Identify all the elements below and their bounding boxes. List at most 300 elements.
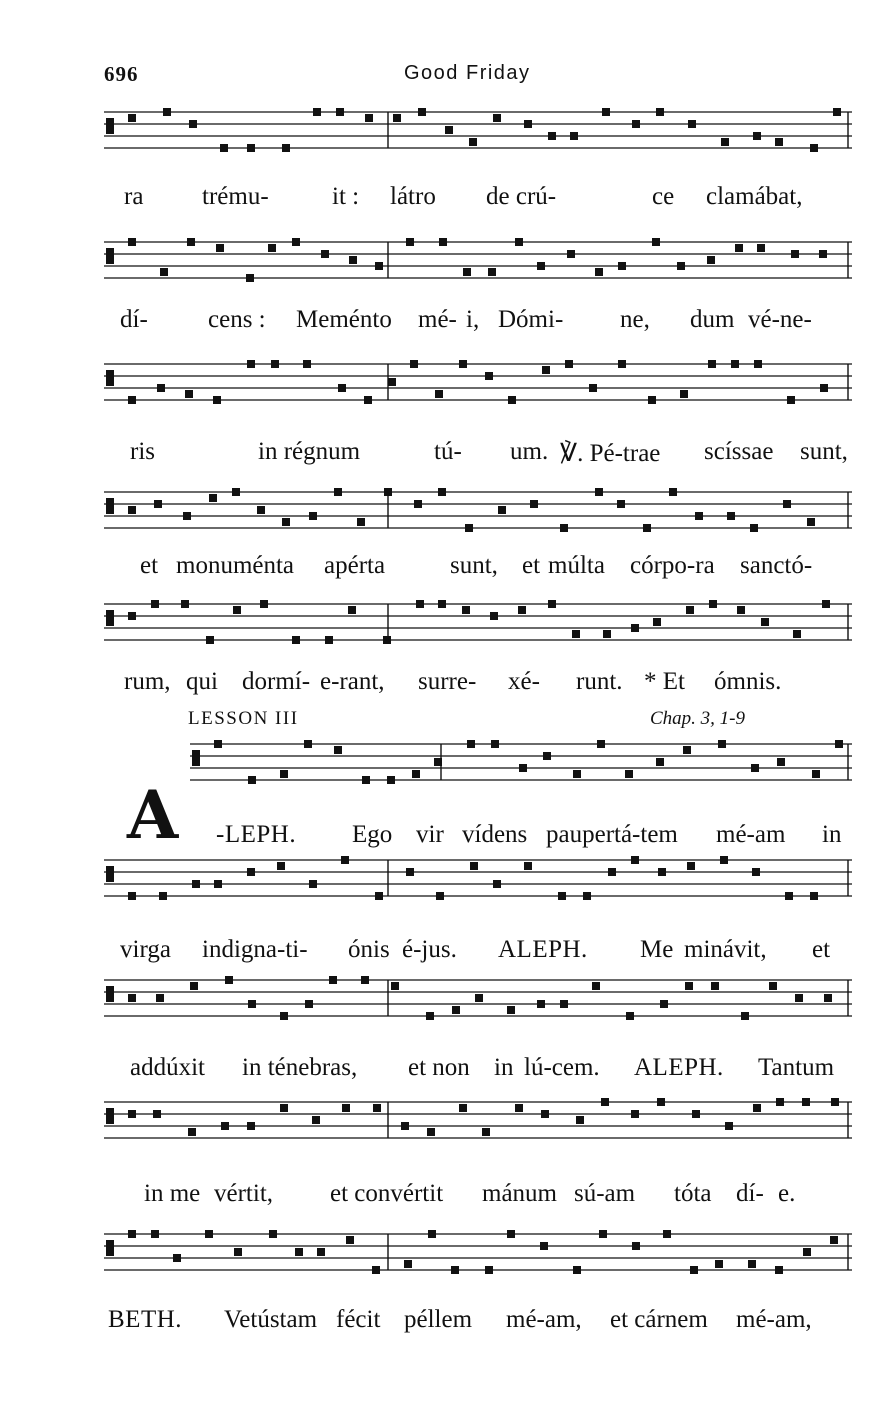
neume-note: [205, 1230, 213, 1238]
neume-note: [727, 512, 735, 520]
lyric-syllable: vé-ne-: [748, 306, 812, 333]
lyric-syllable: ℣. Pé-trae: [560, 440, 661, 467]
neume-note: [632, 120, 640, 128]
neume-note: [451, 1266, 459, 1274]
neume-note: [498, 506, 506, 514]
lyric-syllable: córpo-ra: [630, 552, 715, 579]
lyric-syllable: clamábat,: [706, 183, 803, 210]
neume-note: [632, 1242, 640, 1250]
drop-cap-initial: A: [127, 776, 179, 854]
lyric-syllable: e.: [778, 1180, 796, 1207]
lyric-syllable: e-rant,: [320, 668, 385, 695]
neume-note: [463, 268, 471, 276]
neume-note: [445, 126, 453, 134]
lyric-syllable: vir: [416, 821, 444, 848]
neume-note: [707, 256, 715, 264]
lyric-syllable: paupertá-tem: [546, 821, 678, 848]
neume-note: [438, 488, 446, 496]
lyric-syllable: ALEPH.: [634, 1054, 724, 1081]
neume-note: [589, 384, 597, 392]
neume-note: [216, 244, 224, 252]
lyric-syllable: addúxit: [130, 1054, 205, 1081]
neume-note: [225, 976, 233, 984]
neume-note: [247, 360, 255, 368]
neume-note: [631, 624, 639, 632]
neume-note: [493, 880, 501, 888]
neume-note: [753, 132, 761, 140]
neume-note: [720, 856, 728, 864]
neume-note: [387, 776, 395, 784]
neume-note: [159, 892, 167, 900]
neume-note: [160, 268, 168, 276]
neume-note: [341, 856, 349, 864]
staff-notation: [104, 976, 852, 1022]
neume-note: [338, 384, 346, 392]
lyric-syllable: mé-: [418, 306, 457, 333]
neume-note: [271, 360, 279, 368]
neume-note: [234, 1248, 242, 1256]
neume-note: [459, 360, 467, 368]
neume-note: [321, 250, 329, 258]
neume-note: [280, 1012, 288, 1020]
lyric-line: [100, 1180, 860, 1214]
neume-note: [187, 238, 195, 246]
neume-note: [558, 892, 566, 900]
neume-note: [357, 518, 365, 526]
neume-note: [748, 1260, 756, 1268]
neume-note: [404, 1260, 412, 1268]
neume-note: [128, 994, 136, 1002]
neume-note: [750, 524, 758, 532]
neume-note: [709, 600, 717, 608]
neume-note: [793, 630, 801, 638]
staff-notation: [104, 600, 852, 646]
neume-note: [715, 1260, 723, 1268]
clef-mark: [106, 986, 114, 1002]
lyric-syllable: qui: [186, 668, 218, 695]
neume-note: [372, 1266, 380, 1274]
neume-note: [560, 1000, 568, 1008]
neume-note: [631, 856, 639, 864]
lyric-syllable: -LEPH.: [216, 821, 297, 848]
lyric-syllable: surre-: [418, 668, 477, 695]
lyric-syllable: péllem: [404, 1306, 473, 1333]
neume-note: [342, 1104, 350, 1112]
neume-note: [334, 488, 342, 496]
lyric-syllable: in: [822, 821, 842, 848]
neume-note: [426, 1012, 434, 1020]
music-staff: [104, 108, 852, 154]
lyric-syllable: monuménta: [176, 552, 295, 579]
neume-note: [188, 1128, 196, 1136]
neume-note: [221, 1122, 229, 1130]
neume-note: [761, 618, 769, 626]
music-staff: [104, 1098, 852, 1144]
lyric-line: [100, 936, 860, 970]
lyric-syllable: ómnis.: [714, 668, 782, 695]
music-staff: [104, 1230, 852, 1276]
neume-note: [683, 746, 691, 754]
neume-note: [128, 612, 136, 620]
neume-note: [346, 1236, 354, 1244]
lyric-syllable: mé-am,: [736, 1306, 812, 1333]
neume-note: [718, 740, 726, 748]
lyric-syllable: tóta: [674, 1180, 712, 1207]
neume-note: [690, 1266, 698, 1274]
neume-note: [269, 1230, 277, 1238]
lyric-syllable: scíssae: [704, 438, 774, 465]
neume-note: [830, 1236, 838, 1244]
neume-note: [626, 1012, 634, 1020]
lyric-syllable: sunt,: [450, 552, 498, 579]
lyric-syllable: ra: [124, 183, 144, 210]
neume-note: [153, 1110, 161, 1118]
neume-note: [493, 114, 501, 122]
lyric-syllable: ris: [130, 438, 155, 465]
neume-note: [560, 524, 568, 532]
lyric-syllable: apérta: [324, 552, 386, 579]
neume-note: [658, 868, 666, 876]
neume-note: [565, 360, 573, 368]
lyric-syllable: ónis: [348, 936, 390, 963]
neume-note: [485, 1266, 493, 1274]
lyric-syllable: dí-: [120, 306, 148, 333]
lyric-line: [100, 552, 860, 586]
neume-note: [617, 500, 625, 508]
clef-mark: [192, 750, 200, 766]
staff-notation: [104, 360, 852, 406]
neume-note: [173, 1254, 181, 1262]
neume-note: [543, 752, 551, 760]
lyric-syllable: Meménto: [296, 306, 392, 333]
neume-note: [548, 132, 556, 140]
neume-note: [220, 144, 228, 152]
clef-mark: [106, 1108, 114, 1124]
neume-note: [776, 1098, 784, 1106]
lyric-syllable: Tantum: [758, 1054, 835, 1081]
neume-note: [467, 740, 475, 748]
lyric-line: [100, 821, 860, 855]
neume-note: [735, 244, 743, 252]
lyric-syllable: it :: [332, 183, 360, 210]
neume-note: [507, 1006, 515, 1014]
neume-note: [618, 360, 626, 368]
lyric-syllable: sú-am: [574, 1180, 636, 1207]
neume-note: [181, 600, 189, 608]
lyric-syllable: et convértit: [330, 1180, 444, 1207]
neume-note: [349, 256, 357, 264]
lyric-syllable: tú-: [434, 438, 462, 465]
staff-notation: [190, 740, 852, 786]
neume-note: [295, 1248, 303, 1256]
neume-note: [428, 1230, 436, 1238]
neume-note: [583, 892, 591, 900]
lyric-syllable: ALEPH.: [498, 936, 588, 963]
neume-note: [313, 108, 321, 116]
neume-note: [573, 770, 581, 778]
neume-note: [282, 518, 290, 526]
neume-note: [599, 1230, 607, 1238]
neume-note: [721, 138, 729, 146]
neume-note: [820, 384, 828, 392]
neume-note: [406, 868, 414, 876]
neume-note: [304, 740, 312, 748]
lyric-syllable: Vetústam: [224, 1306, 318, 1333]
neume-note: [572, 630, 580, 638]
neume-note: [791, 250, 799, 258]
neume-note: [507, 1230, 515, 1238]
neume-note: [151, 600, 159, 608]
lyric-syllable: virga: [120, 936, 171, 963]
neume-note: [401, 1122, 409, 1130]
neume-note: [416, 600, 424, 608]
neume-note: [775, 1266, 783, 1274]
neume-note: [631, 1110, 639, 1118]
neume-note: [601, 1098, 609, 1106]
neume-note: [373, 1104, 381, 1112]
neume-note: [752, 868, 760, 876]
neume-note: [807, 518, 815, 526]
clef-mark: [106, 610, 114, 626]
staff-notation: [104, 1230, 852, 1276]
neume-note: [608, 868, 616, 876]
neume-note: [810, 144, 818, 152]
neume-note: [189, 120, 197, 128]
neume-note: [280, 770, 288, 778]
lyric-syllable: et: [522, 552, 541, 579]
lyric-syllable: sunt,: [800, 438, 848, 465]
neume-note: [292, 238, 300, 246]
neume-note: [812, 770, 820, 778]
lyric-syllable: indigna-ti-: [202, 936, 308, 963]
neume-note: [435, 390, 443, 398]
lyric-line: [100, 1306, 860, 1340]
music-staff: [104, 360, 852, 406]
music-staff: [104, 238, 852, 284]
neume-note: [128, 892, 136, 900]
neume-note: [540, 1242, 548, 1250]
neume-note: [652, 238, 660, 246]
neume-note: [247, 868, 255, 876]
neume-note: [365, 114, 373, 122]
neume-note: [277, 862, 285, 870]
neume-note: [741, 1012, 749, 1020]
neume-note: [157, 384, 165, 392]
neume-note: [361, 976, 369, 984]
neume-note: [692, 1110, 700, 1118]
neume-note: [485, 372, 493, 380]
neume-note: [364, 396, 372, 404]
lyric-syllable: dormí-: [242, 668, 311, 695]
neume-note: [802, 1098, 810, 1106]
lyric-syllable: lú-cem.: [524, 1054, 600, 1081]
neume-note: [410, 360, 418, 368]
lyric-syllable: sanctó-: [740, 552, 813, 579]
neume-note: [312, 1116, 320, 1124]
neume-note: [567, 250, 575, 258]
lyric-line: [100, 668, 860, 702]
neume-note: [375, 892, 383, 900]
lyric-syllable: múlta: [548, 552, 605, 579]
neume-note: [603, 630, 611, 638]
lyric-syllable: é-jus.: [402, 936, 457, 963]
neume-note: [677, 262, 685, 270]
neume-note: [515, 1104, 523, 1112]
neume-note: [246, 274, 254, 282]
neume-note: [576, 1116, 584, 1124]
neume-note: [769, 982, 777, 990]
neume-note: [154, 500, 162, 508]
staff-notation: [104, 488, 852, 534]
neume-note: [393, 114, 401, 122]
lyric-syllable: mé-am: [716, 821, 786, 848]
neume-note: [406, 238, 414, 246]
neume-note: [592, 982, 600, 990]
neume-note: [530, 500, 538, 508]
neume-note: [185, 390, 193, 398]
neume-note: [524, 120, 532, 128]
lyric-syllable: * Et: [644, 668, 685, 695]
neume-note: [515, 238, 523, 246]
neume-note: [686, 606, 694, 614]
neume-note: [336, 108, 344, 116]
neume-note: [541, 1110, 549, 1118]
neume-note: [831, 1098, 839, 1106]
neume-note: [383, 636, 391, 644]
neume-note: [783, 500, 791, 508]
clef-mark: [106, 866, 114, 882]
music-staff: [104, 600, 852, 646]
neume-note: [822, 600, 830, 608]
lyric-syllable: in ténebras,: [242, 1054, 358, 1081]
neume-note: [685, 982, 693, 990]
lyric-syllable: et: [140, 552, 159, 579]
lyric-syllable: in régnum: [258, 438, 361, 465]
neume-note: [731, 360, 739, 368]
lyric-syllable: ce: [652, 183, 675, 210]
neume-note: [643, 524, 651, 532]
neume-note: [280, 1104, 288, 1112]
neume-note: [412, 770, 420, 778]
neume-note: [573, 1266, 581, 1274]
running-title: Good Friday: [404, 62, 531, 84]
neume-note: [669, 488, 677, 496]
neume-note: [708, 360, 716, 368]
neume-note: [754, 360, 762, 368]
clef-mark: [106, 498, 114, 514]
neume-note: [785, 892, 793, 900]
neume-note: [537, 262, 545, 270]
lyric-syllable: látro: [390, 183, 436, 210]
lyric-syllable: trému-: [202, 183, 269, 210]
lyric-line: [100, 1054, 860, 1088]
neume-note: [260, 600, 268, 608]
lyric-syllable: runt.: [576, 668, 623, 695]
neume-note: [128, 1110, 136, 1118]
lyric-syllable: fécit: [336, 1306, 381, 1333]
lyric-syllable: et: [812, 936, 831, 963]
neume-note: [325, 636, 333, 644]
lyric-syllable: dum: [690, 306, 735, 333]
neume-note: [491, 740, 499, 748]
neume-note: [775, 138, 783, 146]
neume-note: [309, 512, 317, 520]
neume-note: [391, 982, 399, 990]
neume-note: [737, 606, 745, 614]
neume-note: [810, 892, 818, 900]
neume-note: [490, 612, 498, 620]
neume-note: [482, 1128, 490, 1136]
lyric-syllable: Me: [640, 936, 674, 963]
neume-note: [348, 606, 356, 614]
neume-note: [309, 880, 317, 888]
neume-note: [128, 1230, 136, 1238]
neume-note: [334, 746, 342, 754]
neume-note: [418, 108, 426, 116]
lyric-syllable: minávit,: [684, 936, 767, 963]
neume-note: [656, 758, 664, 766]
lyric-syllable: cens :: [208, 306, 266, 333]
neume-note: [695, 512, 703, 520]
neume-note: [618, 262, 626, 270]
neume-note: [151, 1230, 159, 1238]
neume-note: [192, 880, 200, 888]
neume-note: [725, 1122, 733, 1130]
neume-note: [268, 244, 276, 252]
staff-notation: [104, 1098, 852, 1144]
neume-note: [824, 994, 832, 1002]
music-staff: [104, 856, 852, 902]
neume-note: [209, 494, 217, 502]
neume-note: [362, 776, 370, 784]
neume-note: [757, 244, 765, 252]
lyric-syllable: Dómi-: [498, 306, 564, 333]
lyric-syllable: Ego: [352, 821, 393, 848]
neume-note: [292, 636, 300, 644]
neume-note: [751, 764, 759, 772]
neume-note: [657, 1098, 665, 1106]
neume-note: [519, 764, 527, 772]
lyric-syllable: de crú-: [486, 183, 557, 210]
neume-note: [595, 488, 603, 496]
chapter-reference: Chap. 3, 1-9: [650, 708, 745, 729]
neume-note: [469, 138, 477, 146]
neume-note: [427, 1128, 435, 1136]
lyric-syllable: vértit,: [214, 1180, 274, 1207]
neume-note: [475, 994, 483, 1002]
lyric-line: [100, 438, 860, 472]
neume-note: [687, 862, 695, 870]
lyric-syllable: i,: [466, 306, 480, 333]
lyric-syllable: in me: [144, 1180, 201, 1207]
neume-note: [648, 396, 656, 404]
neume-note: [833, 108, 841, 116]
neume-note: [248, 776, 256, 784]
neume-note: [570, 132, 578, 140]
staff-notation: [104, 856, 852, 902]
neume-note: [660, 1000, 668, 1008]
clef-mark: [106, 1240, 114, 1256]
staff-notation: [104, 238, 852, 284]
lyric-syllable: rum,: [124, 668, 171, 695]
staff-notation: [104, 108, 852, 154]
neume-note: [508, 396, 516, 404]
neume-note: [597, 740, 605, 748]
lyric-syllable: mé-am,: [506, 1306, 582, 1333]
neume-note: [787, 396, 795, 404]
neume-note: [777, 758, 785, 766]
clef-mark: [106, 118, 114, 134]
